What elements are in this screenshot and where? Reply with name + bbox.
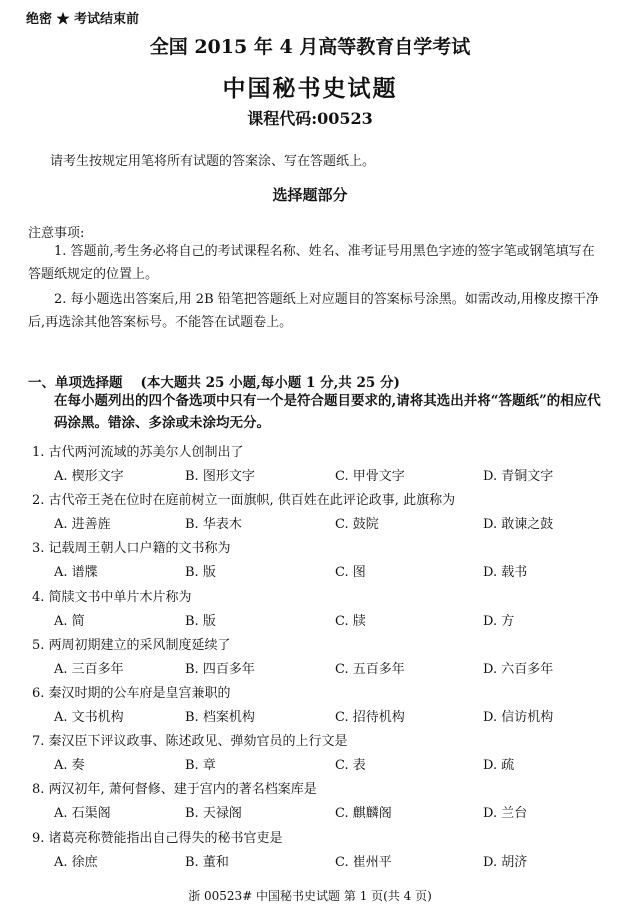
part1-title: 一、单项选择题 xyxy=(28,375,123,391)
option-d: D. 信访机构 xyxy=(483,710,554,725)
question-stem: 5. 两周初期建立的采风制度延续了 xyxy=(32,637,231,653)
part1-instruction: 在每小题列出的四个备选项中只有一个是符合题目要求的,请将其选出并将“答题纸”的相应代码涂黑。错涂、多涂或未涂均无分。 xyxy=(54,393,601,431)
attention-item-text: 1. 答题前,考生务必将自己的考试课程名称、姓名、准考证号用黑色字迹的签字笔或钢笔填写在答题纸规定的位置上。 xyxy=(28,244,595,282)
paper-title: 中国秘书史试题 xyxy=(222,75,398,102)
option-d: D. 方 xyxy=(483,613,515,629)
option-d: D. 青铜文字 xyxy=(483,469,554,484)
question-options xyxy=(54,706,614,726)
question-stem: 8. 两汉初年, 萧何督修、建于宫内的著名档案库是 xyxy=(32,782,317,798)
option-c: C. 表 xyxy=(335,758,366,774)
attention-item-1 xyxy=(28,240,606,286)
attention-item-text: 2. 每小题选出答案后,用 2B 铅笔把答题纸上对应题目的答案标号涂黑。如需改动,用橡皮擦干净后,再选涂其他答案标号。不能答在试题卷上。 xyxy=(28,292,599,330)
question-stem: 7. 秦汉臣下评议政事、陈述政见、弹劾官员的上行文是 xyxy=(32,734,348,750)
question-options xyxy=(54,851,614,871)
option-b: B. 档案机构 xyxy=(185,710,255,725)
option-c: C. 招待机构 xyxy=(335,710,405,725)
attention-item-2 xyxy=(28,288,606,334)
question-stem: 1. 古代两河流域的苏美尔人创制出了 xyxy=(32,445,244,460)
section-title: 选择题部分 xyxy=(272,186,348,204)
option-a: A. 石渠阁 xyxy=(54,806,111,822)
secret-mark: 绝密 ★ 考试结束前 xyxy=(26,12,140,27)
option-b: B. 华表木 xyxy=(185,517,242,533)
question-options xyxy=(54,465,614,485)
option-a: A. 谱牒 xyxy=(54,565,98,581)
question-stem: 4. 简牍文书中单片木片称为 xyxy=(32,589,192,605)
option-d: D. 载书 xyxy=(483,565,528,581)
question-options xyxy=(54,610,614,630)
course-code: 课程代码:00523 xyxy=(247,109,373,128)
question-options xyxy=(54,658,614,678)
option-c: C. 五百多年 xyxy=(335,661,405,677)
option-a: A. 楔形文字 xyxy=(54,469,124,484)
part1-heading xyxy=(28,371,400,391)
question-stem: 6. 秦汉时期的公车府是皇宫兼职的 xyxy=(32,686,231,701)
option-c: C. 麒麟阁 xyxy=(335,806,392,822)
option-b: B. 图形文字 xyxy=(185,469,255,484)
option-b: B. 版 xyxy=(185,613,216,629)
question-stem: 3. 记载周王朝人口户籍的文书称为 xyxy=(32,541,231,557)
attention-heading: 注意事项: xyxy=(28,226,85,241)
page-footer: 浙 00523# 中国秘书史试题 第 1 页(共 4 页) xyxy=(188,889,432,903)
option-a: A. 简 xyxy=(54,613,85,629)
answer-notice: 请考生按规定用笔将所有试题的答案涂、写在答题纸上。 xyxy=(50,154,376,169)
option-a: A. 进善旌 xyxy=(54,517,111,533)
question-options xyxy=(54,513,614,533)
question-options xyxy=(54,802,614,822)
option-b: B. 版 xyxy=(185,565,216,581)
option-a: A. 三百多年 xyxy=(54,661,124,677)
option-b: B. 天禄阁 xyxy=(185,806,242,822)
option-a: A. 徐庶 xyxy=(54,854,98,870)
option-c: C. 崔州平 xyxy=(335,854,392,870)
option-b: B. 四百多年 xyxy=(185,661,255,677)
option-c: C. 甲骨文字 xyxy=(335,469,405,484)
option-d: D. 胡济 xyxy=(483,854,528,870)
option-d: D. 疏 xyxy=(483,758,515,774)
option-c: C. 图 xyxy=(335,565,366,581)
option-a: A. 奏 xyxy=(54,758,85,774)
option-a: A. 文书机构 xyxy=(54,710,124,725)
option-b: B. 章 xyxy=(185,758,216,774)
question-stem: 2. 古代帝王尧在位时在庭前树立一面旗帜, 供百姓在此评论政事, 此旗称为 xyxy=(32,493,456,509)
exam-title: 全国 2015 年 4 月高等教育自学考试 xyxy=(149,36,471,58)
question-options xyxy=(54,754,614,774)
option-d: D. 六百多年 xyxy=(483,661,554,677)
part1-detail: (本大题共 25 小题,每小题 1 分,共 25 分) xyxy=(140,375,400,391)
option-b: B. 董和 xyxy=(185,854,229,870)
option-d: D. 敢谏之鼓 xyxy=(483,517,554,533)
option-c: C. 鼓院 xyxy=(335,517,379,533)
question-options xyxy=(54,561,614,581)
question-stem: 9. 诸葛亮称赞能指出自己得失的秘书官吏是 xyxy=(32,830,283,846)
option-c: C. 牍 xyxy=(335,613,366,629)
option-d: D. 兰台 xyxy=(483,806,528,822)
